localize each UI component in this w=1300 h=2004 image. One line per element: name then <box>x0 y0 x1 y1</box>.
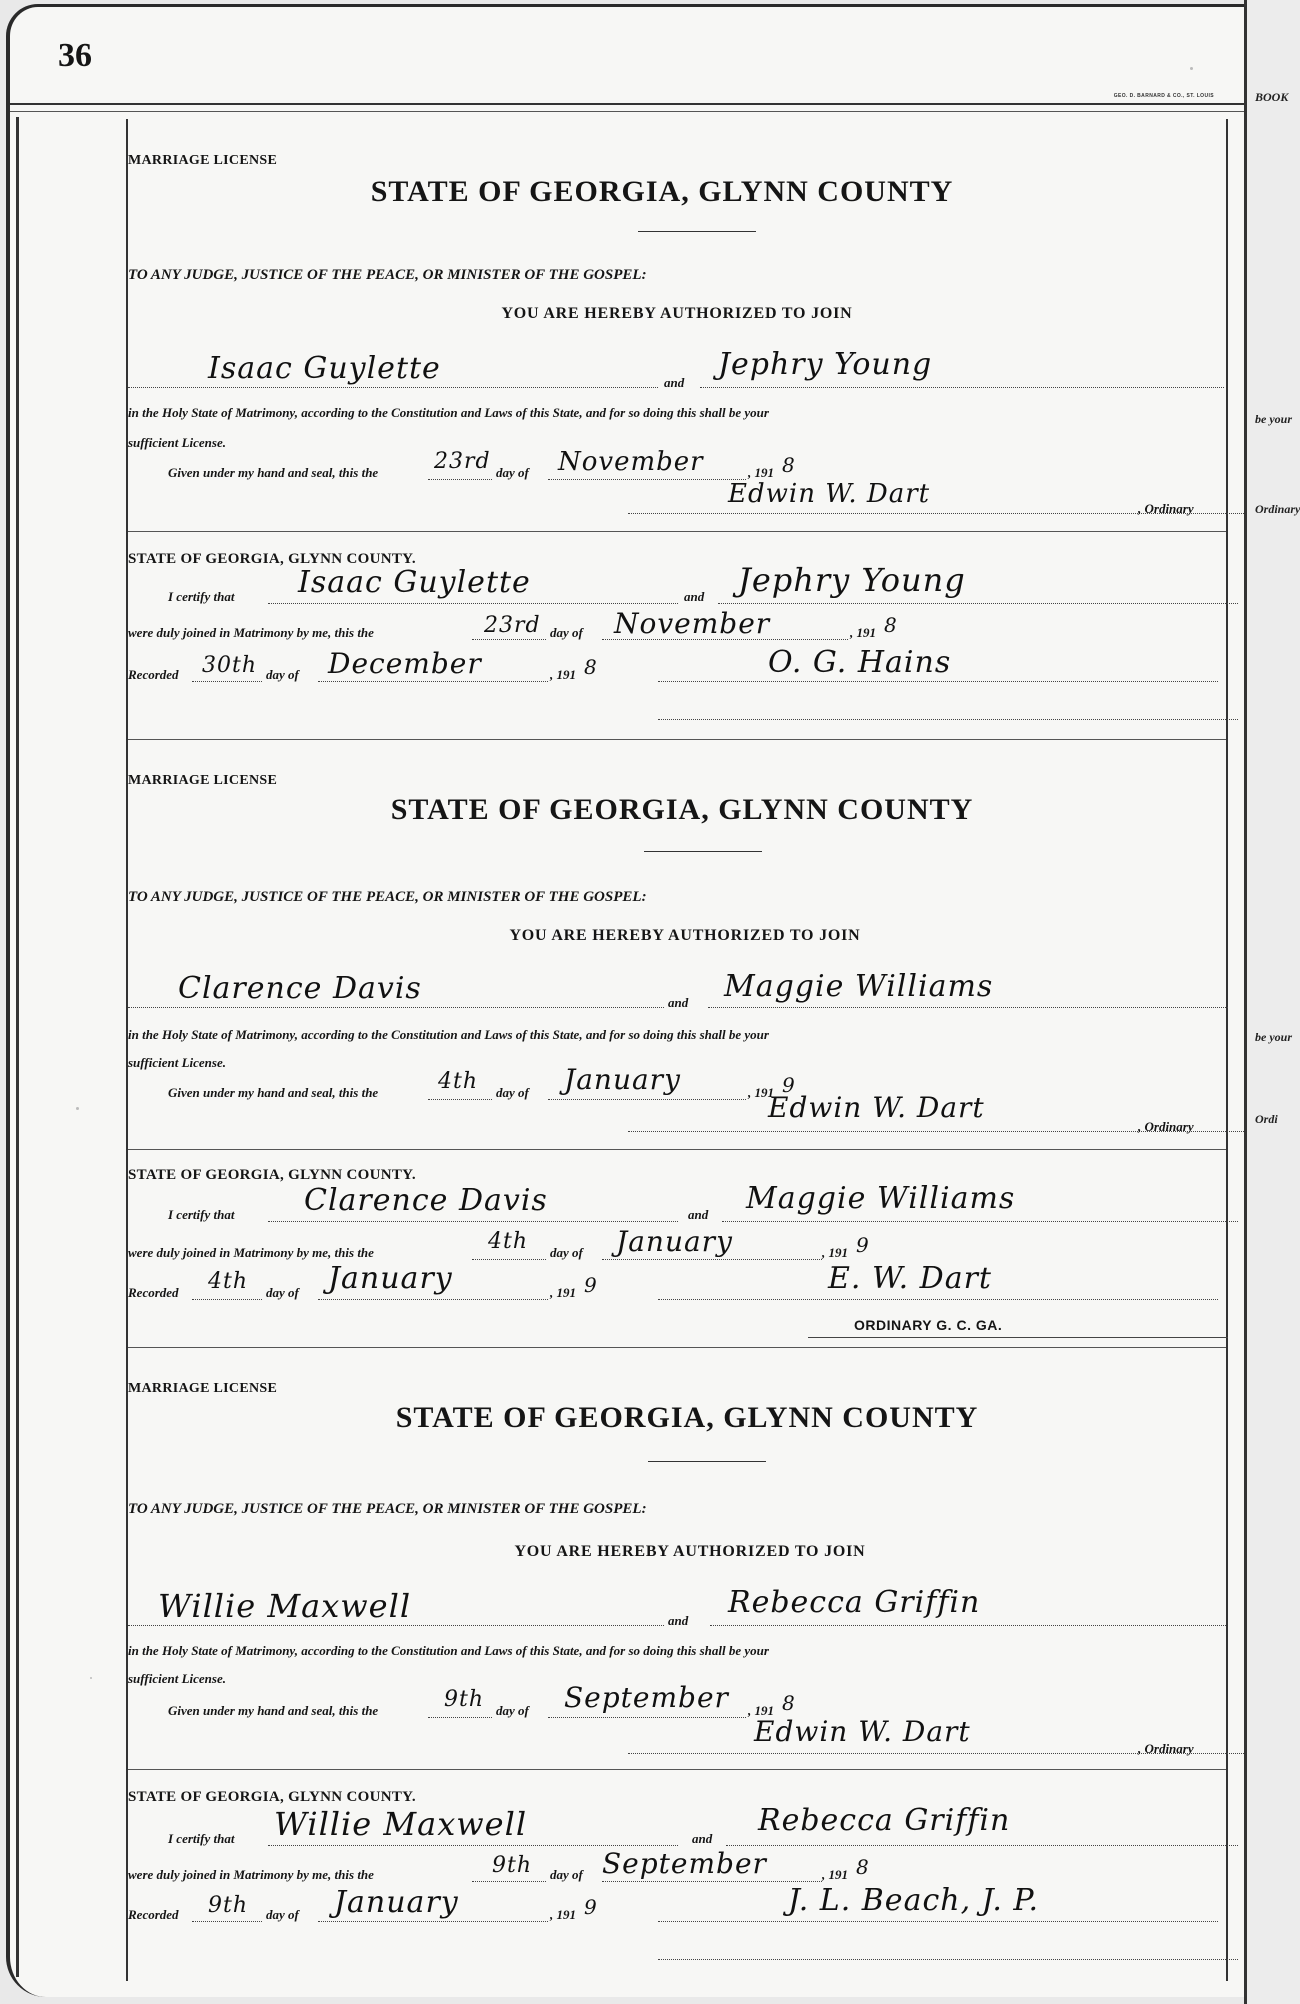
license-heading: MARRIAGE LICENSE <box>128 153 278 168</box>
header-rule <box>10 103 1248 105</box>
facing-page-fragment: Ordi <box>1255 1112 1278 1126</box>
i-certify: I certify that <box>168 1207 235 1222</box>
state-title: STATE OF GEORGIA, GLYNN COUNTY <box>390 793 974 826</box>
sufficient-license: sufficient License. <box>128 1055 226 1070</box>
title-rule <box>644 851 762 852</box>
and-label: and <box>688 1207 709 1222</box>
marriage-record-1 <box>128 119 1226 723</box>
facing-page-fragment: BOOK <box>1255 90 1289 104</box>
given-under: Given under my hand and seal, this the <box>168 1703 379 1718</box>
i-certify: I certify that <box>168 589 235 604</box>
joined-month: September <box>602 1847 767 1880</box>
sufficient-license: sufficient License. <box>128 435 226 450</box>
recorded-year: 8 <box>584 655 598 679</box>
register-page <box>6 4 1248 1997</box>
day-of: day of <box>550 625 583 640</box>
left-margin-line <box>16 117 19 1977</box>
records-frame <box>126 119 1228 1981</box>
and-label: and <box>684 589 705 604</box>
state-county-caps: STATE OF GEORGIA, GLYNN COUNTY. <box>128 1789 416 1805</box>
recorded-day: 30th <box>202 653 258 678</box>
day-of: day of <box>496 1703 529 1718</box>
authorized-line: YOU ARE HEREBY AUTHORIZED TO JOIN <box>509 927 861 944</box>
authorized-line: YOU ARE HEREBY AUTHORIZED TO JOIN <box>514 1543 866 1560</box>
officiant-signature: E. W. Dart <box>828 1261 992 1296</box>
cert-bride: Jephry Young <box>738 561 966 599</box>
license-year: 8 <box>782 1691 796 1715</box>
and-label: and <box>664 375 685 390</box>
cert-bride: Rebecca Griffin <box>758 1803 1011 1838</box>
officiant-signature: J. L. Beach, J. P. <box>788 1883 1040 1918</box>
recorded-month: January <box>334 1885 459 1920</box>
header-rule-secondary <box>10 111 1248 112</box>
and-label: and <box>668 995 689 1010</box>
license-heading: MARRIAGE LICENSE <box>128 773 278 788</box>
holy-state-text: in the Holy State of Matrimony, according to the Constitution and Laws of this State, and for so doing this shall be your <box>128 1027 769 1042</box>
sufficient-license: sufficient License. <box>128 1671 226 1686</box>
license-day: 4th <box>438 1069 479 1094</box>
holy-state-text: in the Holy State of Matrimony, according to the Constitution and Laws of this State, and for so doing this shall be your <box>128 1643 769 1658</box>
day-of: day of <box>266 1907 299 1922</box>
to-any-judge: TO ANY JUDGE, JUSTICE OF THE PEACE, OR MINISTER OF THE GOSPEL: <box>128 267 647 283</box>
printer-imprint: GEO. D. BARNARD & CO., ST. LOUIS <box>1113 93 1214 99</box>
ordinary-label: , Ordinary <box>1138 1741 1194 1756</box>
and-label: and <box>692 1831 713 1846</box>
facing-page-edge <box>1244 0 1300 2004</box>
officiant-title: ORDINARY G. C. GA. <box>854 1317 1003 1333</box>
year-prefix: , 191 <box>822 1245 848 1260</box>
ordinary-signature: Edwin W. Dart <box>768 1091 985 1124</box>
joined-day: 9th <box>492 1853 533 1878</box>
officiant-signature: O. G. Hains <box>768 645 952 680</box>
year-prefix: , 191 <box>550 1907 576 1922</box>
year-prefix: , 191 <box>748 1703 774 1718</box>
joined-day: 23rd <box>484 613 541 638</box>
license-month: January <box>564 1063 681 1096</box>
groom-name: Clarence Davis <box>178 971 422 1006</box>
given-under: Given under my hand and seal, this the <box>168 1085 379 1100</box>
license-year: 9 <box>782 1073 796 1097</box>
cert-bride: Maggie Williams <box>746 1181 1016 1216</box>
year-prefix: , 191 <box>850 625 876 640</box>
recorded-year: 9 <box>584 1273 598 1297</box>
title-rule <box>638 231 756 232</box>
license-heading: MARRIAGE LICENSE <box>128 1381 278 1396</box>
year-prefix: , 191 <box>550 1285 576 1300</box>
day-of: day of <box>550 1245 583 1260</box>
day-of: day of <box>496 465 529 480</box>
joined-year: 8 <box>884 613 898 637</box>
groom-name: Isaac Guylette <box>208 351 441 386</box>
day-of: day of <box>266 1285 299 1300</box>
day-of: day of <box>266 667 299 682</box>
duly-joined: were duly joined in Matrimony by me, this the <box>128 625 374 640</box>
title-rule <box>648 1461 766 1462</box>
ordinary-label: , Ordinary <box>1138 501 1194 516</box>
year-prefix: , 191 <box>748 1085 774 1100</box>
marriage-record-2 <box>128 739 1226 1343</box>
cert-groom: Clarence Davis <box>304 1183 548 1218</box>
license-day: 9th <box>444 1687 485 1712</box>
given-under: Given under my hand and seal, this the <box>168 465 379 480</box>
recorded-day: 9th <box>208 1893 249 1918</box>
recorded-year: 9 <box>584 1895 598 1919</box>
recorded-label: Recorded <box>128 1285 179 1300</box>
bride-name: Rebecca Griffin <box>728 1585 981 1620</box>
recorded-day: 4th <box>208 1269 249 1294</box>
license-day: 23rd <box>434 449 491 474</box>
recorded-label: Recorded <box>128 667 179 682</box>
authorized-line: YOU ARE HEREBY AUTHORIZED TO JOIN <box>501 305 853 322</box>
marriage-record-3 <box>128 1347 1226 1977</box>
recorded-label: Recorded <box>128 1907 179 1922</box>
year-prefix: , 191 <box>550 667 576 682</box>
day-of: day of <box>496 1085 529 1100</box>
holy-state-text: in the Holy State of Matrimony, according to the Constitution and Laws of this State, and for so doing this shall be your <box>128 405 769 420</box>
duly-joined: were duly joined in Matrimony by me, this the <box>128 1867 374 1882</box>
state-title: STATE OF GEORGIA, GLYNN COUNTY <box>370 175 954 208</box>
facing-page-fragment: Ordinary <box>1255 502 1300 516</box>
bride-name: Jephry Young <box>718 347 933 382</box>
groom-name: Willie Maxwell <box>158 1587 412 1625</box>
license-year: 8 <box>782 453 796 477</box>
facing-page-fragment: be your <box>1255 1030 1292 1044</box>
recorded-month: December <box>328 647 482 680</box>
joined-month: November <box>614 607 771 640</box>
ordinary-signature: Edwin W. Dart <box>728 479 931 509</box>
ordinary-signature: Edwin W. Dart <box>754 1715 971 1748</box>
joined-year: 9 <box>856 1233 870 1257</box>
cert-groom: Isaac Guylette <box>298 565 531 600</box>
recorded-month: January <box>328 1261 453 1296</box>
joined-month: January <box>616 1225 733 1258</box>
license-month: November <box>558 447 704 477</box>
day-of: day of <box>550 1867 583 1882</box>
page-number: 36 <box>58 37 92 74</box>
to-any-judge: TO ANY JUDGE, JUSTICE OF THE PEACE, OR MINISTER OF THE GOSPEL: <box>128 889 647 905</box>
joined-year: 8 <box>856 1855 870 1879</box>
duly-joined: were duly joined in Matrimony by me, this the <box>128 1245 374 1260</box>
joined-day: 4th <box>488 1229 529 1254</box>
i-certify: I certify that <box>168 1831 235 1846</box>
state-county-caps: STATE OF GEORGIA, GLYNN COUNTY. <box>128 551 416 567</box>
license-month: September <box>564 1681 729 1714</box>
bride-name: Maggie Williams <box>724 969 994 1004</box>
state-county-caps: STATE OF GEORGIA, GLYNN COUNTY. <box>128 1167 416 1183</box>
facing-page-fragment: be your <box>1255 412 1292 426</box>
cert-groom: Willie Maxwell <box>274 1805 528 1843</box>
year-prefix: , 191 <box>748 465 774 480</box>
to-any-judge: TO ANY JUDGE, JUSTICE OF THE PEACE, OR MINISTER OF THE GOSPEL: <box>128 1501 647 1517</box>
and-label: and <box>668 1613 689 1628</box>
state-title: STATE OF GEORGIA, GLYNN COUNTY <box>395 1401 979 1434</box>
year-prefix: , 191 <box>822 1867 848 1882</box>
ordinary-label: , Ordinary <box>1138 1119 1194 1134</box>
